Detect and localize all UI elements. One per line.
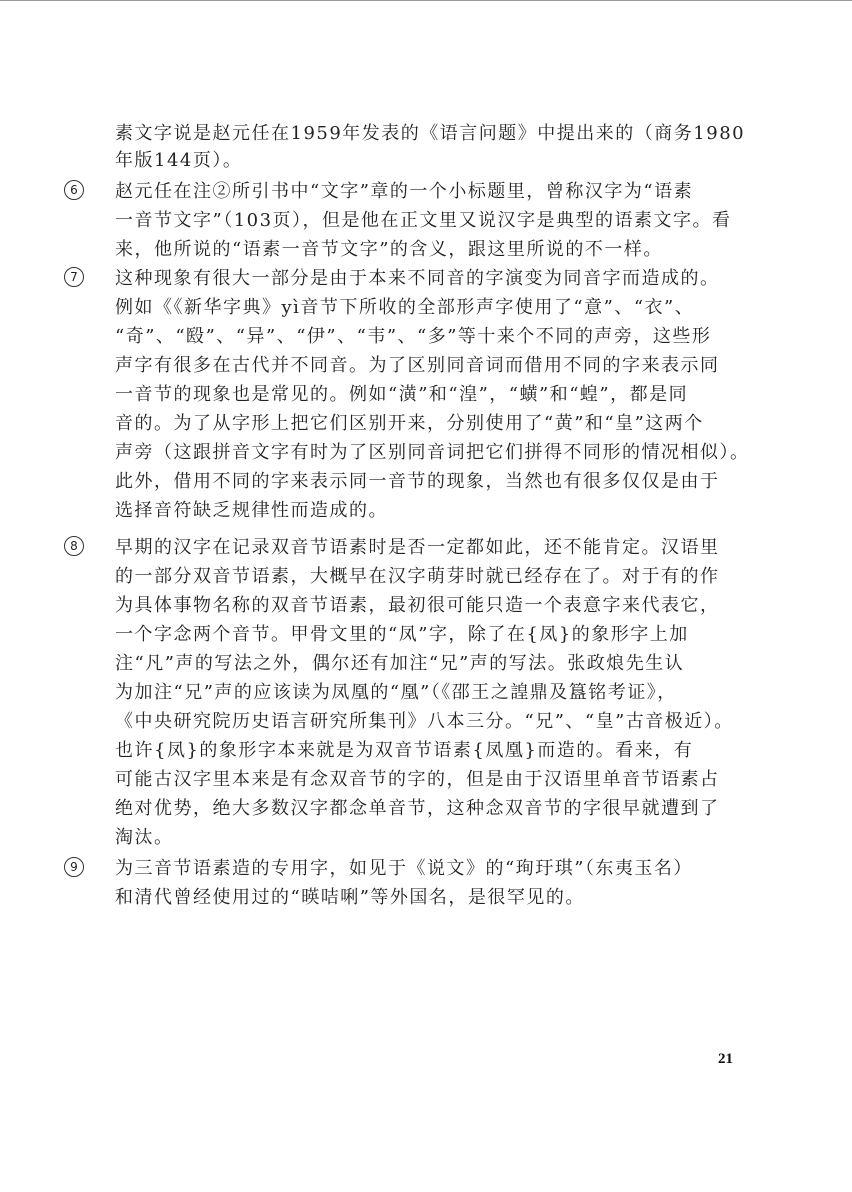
- text-line: 声旁（这跟拼音文字有时为了区别同音词把它们拼得不同形的情况相似）。: [115, 442, 750, 463]
- text-line: 赵元任在注②所引书中“文字”章的一个小标题里，曾称汉字为“语素: [115, 181, 694, 202]
- text-line: 可能古汉字里本来是有念双音节的字的，但是由于汉语里单音节语素占: [115, 769, 720, 790]
- text-line: 声字有很多在古代并不同音。为了区别同音词而借用不同的字来表示同: [115, 355, 720, 376]
- text-line: 例如《《新华字典》yì音节下所收的全部形声字使用了“意”、“衣”、: [115, 297, 695, 318]
- text-line: 此外，借用不同的字来表示同一音节的现象，当然也有很多仅仅是由于: [115, 471, 720, 492]
- text-line: 选择音符缺乏规律性而造成的。: [115, 500, 388, 521]
- text-line: 为加注“兄”声的应该读为凤凰的“凰”（《邵王之諻鼎及簋铭考证》，: [115, 682, 677, 703]
- page-number: 21: [718, 1051, 733, 1067]
- note-marker-8: 8: [64, 536, 84, 556]
- note-marker-7: 7: [64, 267, 84, 287]
- text-line: 来，他所说的“语素一音节文字”的含义，跟这里所说的不一样。: [115, 239, 663, 260]
- text-line: 早期的汉字在记录双音节语素时是否一定都如此，还不能肯定。汉语里: [115, 537, 720, 558]
- text-line: 为具体事物名称的双音节语素，最初很可能只造一个表意字来代表它，: [115, 595, 720, 616]
- text-line: 和清代曾经使用过的“暎咭唎”等外国名，是很罕见的。: [115, 887, 585, 908]
- text-line: 一音节的现象也是常见的。例如“潢”和“湟”，“蟥”和“蝗”，都是同: [115, 384, 689, 405]
- text-line: 绝对优势，绝大多数汉字都念单音节，这种念双音节的字很早就遭到了: [115, 798, 720, 819]
- text-line: 这种现象有很大一部分是由于本来不同音的字演变为同音字而造成的。: [115, 268, 720, 289]
- note-marker-6: 6: [64, 180, 84, 200]
- text-line: 音的。为了从字形上把它们区别开来，分别使用了“黄”和“皇”这两个: [115, 413, 704, 434]
- text-line: “奇”、“殹”、“异”、“伊”、“韦”、“多”等十来个不同的声旁，这些形: [115, 326, 712, 347]
- text-line: 的一部分双音节语素，大概早在汉字萌芽时就已经存在了。对于有的作: [115, 566, 720, 587]
- text-line: 为三音节语素造的专用字，如见于《说文》的“珣玗琪”（东夷玉名）: [115, 858, 693, 879]
- note-marker-9: 9: [64, 857, 84, 877]
- text-line: 注“凡”声的写法之外，偶尔还有加注“兄”声的写法。张政烺先生认: [115, 653, 685, 674]
- text-line: 一音节文字”（103页），但是他在正文里又说汉字是典型的语素文字。看: [115, 210, 732, 231]
- text-line: 一个字念两个音节。甲骨文里的“凤”字，除了在{凤}的象形字上加: [115, 624, 689, 645]
- text-line: 淘汰。: [115, 827, 174, 848]
- text-line: 《中央研究院历史语言研究所集刊》八本三分。“兄”、“皇”古音极近）。: [115, 711, 734, 732]
- text-line: 也许{凤}的象形字本来就是为双音节语素{凤凰}而造的。看来，有: [115, 740, 694, 761]
- text-line: 素文字说是赵元任在1959年发表的《语言问题》中提出来的（商务1980: [115, 123, 746, 144]
- text-line: 年版144页）。: [115, 150, 243, 171]
